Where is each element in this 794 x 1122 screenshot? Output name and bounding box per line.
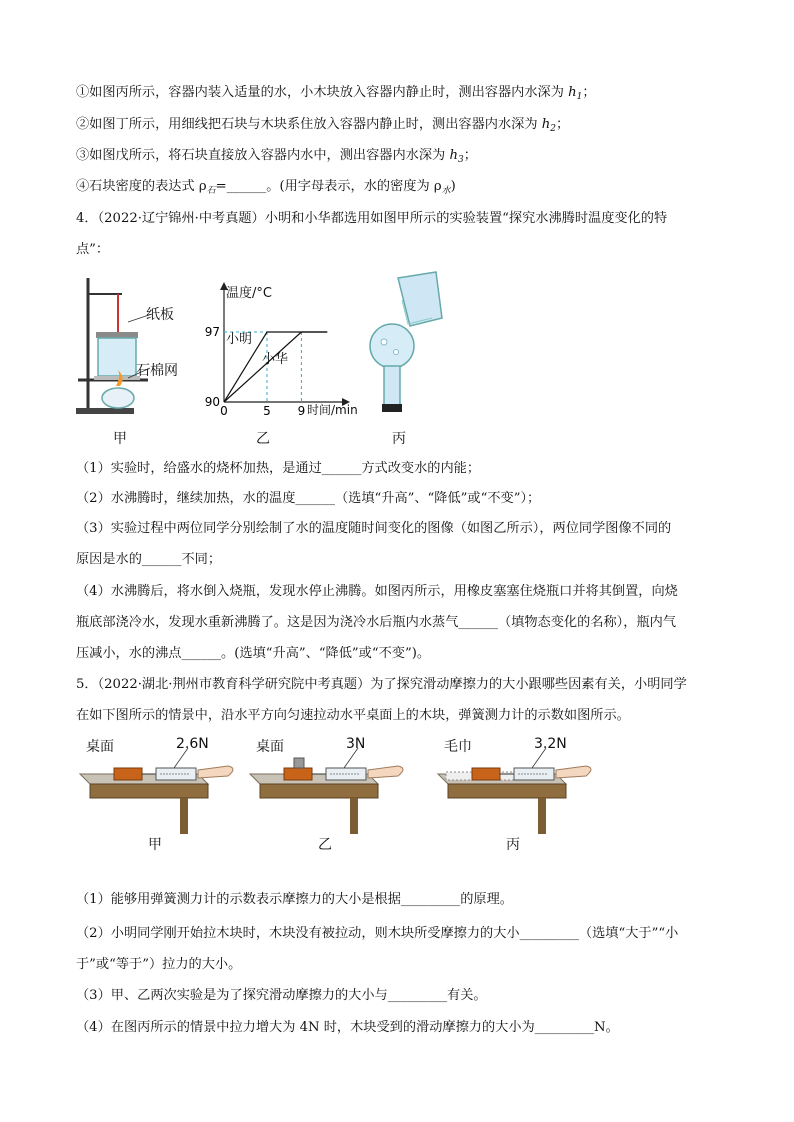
q4-stem-line1: 4．（2022·辽宁锦州·中考真题）小明和小华都选用如图甲所示的实验装置“探究水沸腾时温度变化的特 <box>76 211 668 226</box>
friction-caption: 乙 <box>318 837 332 853</box>
q5-stem-line2: 在如下图所示的情景中，沿水平方向匀速拉动水平桌面上的木块，弹簧测力计的示数如图所示。 <box>76 708 630 723</box>
round-flask <box>370 324 414 368</box>
step-4-sub2: 水 <box>441 186 451 196</box>
rubber-stopper <box>382 404 402 412</box>
series-label-xiaoming: 小明 <box>226 332 253 347</box>
series-label-xiaohua: 小华 <box>262 352 289 367</box>
friction-caption: 甲 <box>148 837 162 853</box>
friction-caption: 丙 <box>506 837 520 853</box>
stand-base <box>76 408 134 414</box>
step-4-pre: ④石块密度的表达式 ρ <box>76 179 207 194</box>
hand-icon <box>556 766 591 778</box>
y-tick-label: 90 <box>204 395 220 409</box>
scale-reading: 3.2N <box>534 736 567 752</box>
q5-part3: （3）甲、乙两次实验是为了探究滑动摩擦力的大小与_________有关。 <box>76 988 487 1003</box>
step-3 <box>76 147 477 166</box>
hand-icon <box>368 766 403 778</box>
q4-part3-line2: 原因是水的______不同； <box>76 552 222 567</box>
step-3-end: ； <box>463 148 477 163</box>
step-3-text: ③如图戊所示，将石块直接放入容器内水中，测出容器内水深为 <box>76 148 450 163</box>
step-3-var: h <box>449 148 458 163</box>
step-4-sub: 石 <box>206 186 216 196</box>
step-4-end: ) <box>450 179 456 194</box>
wood-block <box>284 768 312 780</box>
surface-label: 桌面 <box>256 739 284 755</box>
x-tick-label: 0 <box>220 404 228 418</box>
bubble-icon <box>381 339 387 345</box>
table-leg <box>538 798 546 834</box>
q5-part2-line2: 于”或“等于”）拉力的大小。 <box>76 957 242 972</box>
alcohol-lamp <box>102 388 134 408</box>
beaker <box>98 338 136 376</box>
table-front <box>260 784 378 798</box>
x-tick-label: 9 <box>297 404 306 418</box>
step-4-mid: =______。(用字母表示，水的密度为 ρ <box>215 179 442 194</box>
q4-part4-line2: 瓶底部浇冷水，发现水重新沸腾了。这是因为浇冷水后瓶内水蒸气______（填物态变化的名称），瓶内气 <box>76 615 677 630</box>
step-3-sub: 3 <box>457 155 464 165</box>
table-leg <box>350 798 358 834</box>
surface-label: 毛巾 <box>444 739 472 755</box>
weight <box>294 758 304 768</box>
wood-block <box>114 768 142 780</box>
step-2-var: h <box>541 117 551 132</box>
step-2-sub: 2 <box>550 124 556 134</box>
caption-yi: 乙 <box>256 431 270 447</box>
scale-reading: 2.6N <box>176 736 209 752</box>
chart-ylabel: 温度/°C <box>226 286 272 301</box>
chart-xlabel: 时间/min <box>307 403 358 417</box>
q4-part4-line1: （4）水沸腾后，将水倒入烧瓶，发现水停止沸腾。如图丙所示，用橡皮塞塞住烧瓶口并将其倒置，向烧 <box>76 584 678 599</box>
asbestos-mesh <box>94 376 140 380</box>
q4-part2: （2）水沸腾时，继续加热，水的温度______（选填“升高”、“降低”或“不变”）； <box>76 491 541 506</box>
label-mesh: 石棉网 <box>136 363 178 379</box>
step-2 <box>76 116 569 135</box>
apparatus-figure <box>72 274 212 434</box>
table-leg <box>180 798 188 834</box>
step-1-var: h <box>568 85 577 100</box>
cardboard-lid <box>96 332 138 338</box>
label-board: 纸板 <box>146 307 174 323</box>
flask-figure <box>362 270 452 420</box>
q4-stem-line2: 点”： <box>76 242 110 257</box>
step-2-text: ②如图丁所示，用细线把石块与木块系住放入容器内静止时，测出容器内水深为 <box>76 117 542 132</box>
caption-jia: 甲 <box>113 431 127 447</box>
wood-block <box>472 768 500 780</box>
flask-neck <box>384 366 400 406</box>
q5-part1: （1）能够用弹簧测力计的示数表示摩擦力的大小是根据_________的原理。 <box>76 892 513 907</box>
step-1-sub: 1 <box>576 92 583 102</box>
step-1 <box>76 84 596 103</box>
step-2-end: ； <box>556 117 570 132</box>
step-4 <box>76 178 456 197</box>
hand-icon <box>198 766 233 778</box>
y-tick-label: 97 <box>204 325 220 339</box>
x-tick-label: 5 <box>263 404 271 418</box>
step-1-end: ； <box>582 85 596 100</box>
q5-stem-line1: 5．（2022·湖北·荆州市教育科学研究院中考真题）为了探究滑动摩擦力的大小跟哪些因素有关，小明同学 <box>76 677 687 692</box>
caption-bing-4: 丙 <box>392 431 406 447</box>
table-front <box>90 784 208 798</box>
scale-reading: 3N <box>346 736 366 752</box>
q4-part3-line1: （3）实验过程中两位同学分别绘制了水的温度随时间变化的图像（如图乙所示），两位同学图像不同的 <box>76 521 672 536</box>
surface-label: 桌面 <box>86 739 114 755</box>
q4-part4-line3: 压减小，水的沸点______。(选填“升高”、“降低”或“不变”)。 <box>76 646 431 661</box>
pouring-beaker <box>398 272 442 326</box>
q5-part2-line1: （2）小明同学刚开始拉木块时，木块没有被拉动，则木块所受摩擦力的大小_________（选填“大于”“小 <box>76 926 679 941</box>
step-1-text: ①如图丙所示，容器内装入适量的水，小木块放入容器内静止时，测出容器内水深为 <box>76 85 569 100</box>
q5-part4: （4）在图丙所示的情景中拉力增大为 4N 时，木块受到的滑动摩擦力的大小为_________N。 <box>76 1020 619 1035</box>
bubble-icon <box>394 350 399 355</box>
table-front <box>448 784 566 798</box>
q4-part1: （1）实验时，给盛水的烧杯加热，是通过______方式改变水的内能； <box>76 461 481 476</box>
